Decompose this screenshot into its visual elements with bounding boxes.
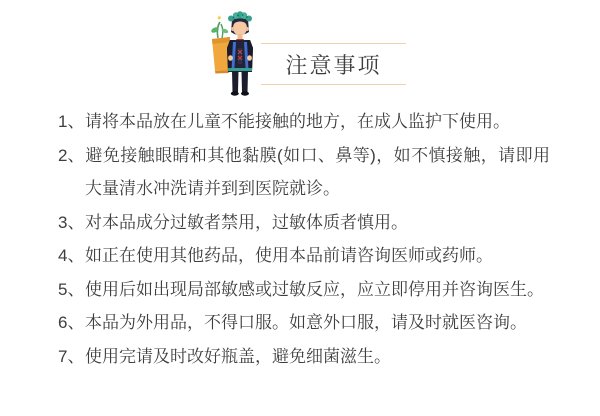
item-number: 7、 xyxy=(58,346,85,366)
neck xyxy=(238,34,243,39)
list-item xyxy=(58,340,550,374)
item-number: 3、 xyxy=(58,212,85,232)
item-text: 避免接触眼睛和其他黏膜(如口、鼻等)，如不慎接触，请即用大量清水冲洗请并到到医院就诊。 xyxy=(85,145,550,198)
list-item xyxy=(58,239,550,273)
item-text: 使用后如出现局部敏感或过敏反应，应立即停用并咨询医生。 xyxy=(85,279,544,299)
legs xyxy=(231,71,249,96)
item-text: 本品为外用品，不得口服。如意外口服，请及时就医咨询。 xyxy=(85,313,527,332)
item-text: 如正在使用其他药品，使用本品前请咨询医师或药师。 xyxy=(85,246,493,265)
page-title: 注意事项 xyxy=(285,52,382,78)
list-item xyxy=(58,273,550,307)
item-number: 4、 xyxy=(58,246,85,265)
item-number: 6、 xyxy=(58,313,85,332)
notice-list xyxy=(58,105,550,373)
list-item xyxy=(58,105,550,139)
title-box xyxy=(261,43,406,85)
item-text: 使用完请及时改好瓶盖，避免细菌滋生。 xyxy=(85,346,391,366)
list-item xyxy=(58,306,550,340)
item-number: 2、 xyxy=(58,145,85,165)
item-number: 1、 xyxy=(58,112,85,131)
item-text: 对本品成分过敏者禁用，过敏体质者慎用。 xyxy=(85,212,408,232)
list-item xyxy=(58,139,550,206)
list-item xyxy=(58,206,550,240)
torso-costume xyxy=(227,40,253,72)
item-number: 5、 xyxy=(58,279,85,299)
item-text: 请将本品放在儿童不能接触的地方，在成人监护下使用。 xyxy=(85,112,510,131)
flower-icon xyxy=(210,13,229,38)
basket-icon xyxy=(212,37,230,74)
